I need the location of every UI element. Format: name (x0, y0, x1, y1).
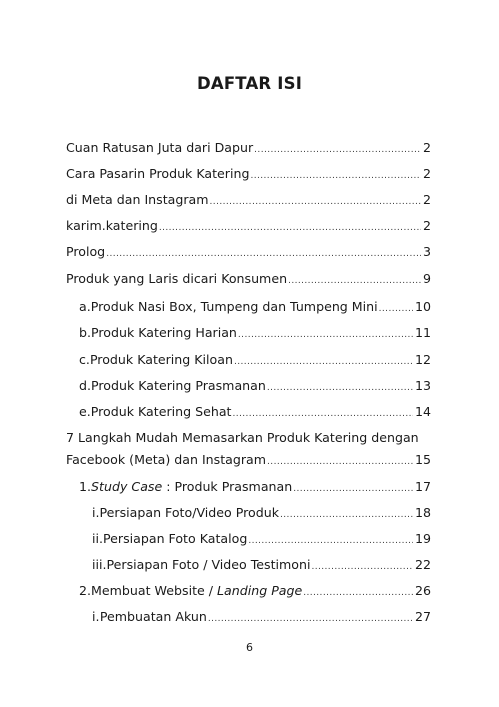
toc-entry-label: Produk yang Laris dicari Konsumen (66, 271, 288, 286)
toc-entry-page: 3 (422, 244, 431, 259)
dot-leader (312, 557, 413, 577)
toc-entry-label: Produk Katering Kiloan (89, 352, 233, 367)
toc-entry-page: 15 (414, 452, 431, 467)
dot-leader (280, 505, 413, 525)
toc-entry-page: 13 (414, 378, 431, 393)
dot-leader (293, 479, 413, 499)
toc-entry-label-text: : Produk Prasmanan (162, 479, 293, 494)
dot-leader (248, 531, 413, 551)
toc-entry-marker: 1. (79, 479, 92, 494)
toc-entry[interactable] (66, 269, 431, 289)
toc-entry[interactable] (92, 529, 431, 549)
toc-entry-page: 26 (414, 583, 431, 598)
toc-entry[interactable] (66, 242, 431, 262)
toc-entry-page: 12 (414, 352, 431, 367)
dot-leader (208, 609, 413, 629)
toc-entry[interactable] (66, 138, 431, 158)
toc-entry-label: Prolog (66, 244, 106, 259)
toc-entry-marker: iii. (92, 557, 107, 572)
toc-entry-label: Cuan Ratusan Juta dari Dapur (66, 140, 254, 155)
toc-entry-marker: e. (79, 404, 91, 419)
dot-leader (250, 166, 421, 186)
toc-entry-label: Produk Katering Prasmanan (91, 378, 266, 393)
toc-entry-page: 19 (414, 531, 431, 546)
toc-entry-label-italic: Study Case (91, 479, 163, 494)
dot-leader (267, 452, 413, 472)
toc-entry[interactable] (79, 376, 431, 396)
toc-entry-marker: i. (92, 505, 100, 520)
toc-entry[interactable] (66, 164, 431, 184)
toc-entry[interactable] (66, 190, 431, 210)
toc-entry-page: 17 (414, 479, 431, 494)
toc-entry-label (91, 477, 292, 497)
toc-entry-label-line1[interactable]: 7 Langkah Mudah Memasarkan Produk Katering dengan (66, 430, 419, 445)
toc-entry-label: Pembuatan Akun (99, 609, 207, 624)
toc-entry-label-italic: Landing Page (217, 583, 303, 598)
toc-entry-label: Produk Katering Harian (91, 325, 237, 340)
toc-entry-label: Persiapan Foto/Video Produk (99, 505, 279, 520)
toc-entry-label: Persiapan Foto / Video Testimoni (106, 557, 311, 572)
toc-entry-page: 22 (414, 557, 431, 572)
toc-entry-label: karim.katering (66, 218, 158, 233)
dot-leader (210, 192, 421, 212)
dot-leader (159, 218, 421, 238)
toc-entry-page: 2 (422, 166, 431, 181)
dot-leader (238, 325, 413, 345)
dot-leader (379, 299, 413, 319)
toc-entry-marker: d. (79, 378, 91, 393)
toc-entry[interactable] (79, 477, 431, 497)
dot-leader (303, 583, 413, 603)
toc-entry-label (91, 581, 302, 601)
page-title: DAFTAR ISI (196, 74, 303, 93)
toc-entry-marker: a. (79, 299, 91, 314)
toc-entry-page: 2 (422, 192, 431, 207)
toc-entry[interactable] (79, 350, 431, 370)
toc-entry-label: Produk Nasi Box, Tumpeng dan Tumpeng Mini (90, 299, 378, 314)
page-number: 6 (246, 641, 253, 654)
toc-entry-marker: ii. (92, 531, 104, 546)
toc-entry[interactable] (92, 503, 431, 523)
toc-entry[interactable] (92, 607, 431, 627)
toc-entry[interactable] (66, 216, 431, 236)
toc-entry[interactable] (92, 555, 431, 575)
toc-entry-label-text: Membuat Website / (91, 583, 217, 598)
toc-entry-page: 2 (422, 218, 431, 233)
toc-entry-page: 10 (414, 299, 431, 314)
toc-entry-marker: 2. (79, 583, 92, 598)
toc-entry-page: 18 (414, 505, 431, 520)
dot-leader (233, 404, 413, 424)
toc-entry-label: Cara Pasarin Produk Katering (66, 166, 250, 181)
toc-entry-label: Facebook (Meta) dan Instagram (66, 452, 267, 467)
dot-leader (267, 378, 413, 398)
toc-entry[interactable] (79, 297, 431, 317)
toc-entry-page: 2 (422, 140, 431, 155)
dot-leader (288, 271, 421, 291)
toc-entry[interactable] (79, 581, 431, 601)
dot-leader (106, 244, 421, 264)
toc-entry-marker: b. (79, 325, 91, 340)
toc-entry-label: Persiapan Foto Katalog (103, 531, 248, 546)
toc-entry-marker: i. (92, 609, 100, 624)
toc-entry[interactable] (79, 402, 431, 422)
toc-entry-page: 9 (422, 271, 431, 286)
toc-entry-page: 27 (414, 609, 431, 624)
toc-entry-label: di Meta dan Instagram (66, 192, 209, 207)
toc-entry-marker: c. (79, 352, 90, 367)
toc-entry-label: Produk Katering Sehat (90, 404, 232, 419)
toc-entry[interactable] (66, 450, 431, 470)
dot-leader (254, 140, 421, 160)
toc-entry-page: 11 (414, 325, 431, 340)
dot-leader (234, 352, 413, 372)
toc-entry[interactable] (79, 323, 431, 343)
toc-entry-page: 14 (414, 404, 431, 419)
